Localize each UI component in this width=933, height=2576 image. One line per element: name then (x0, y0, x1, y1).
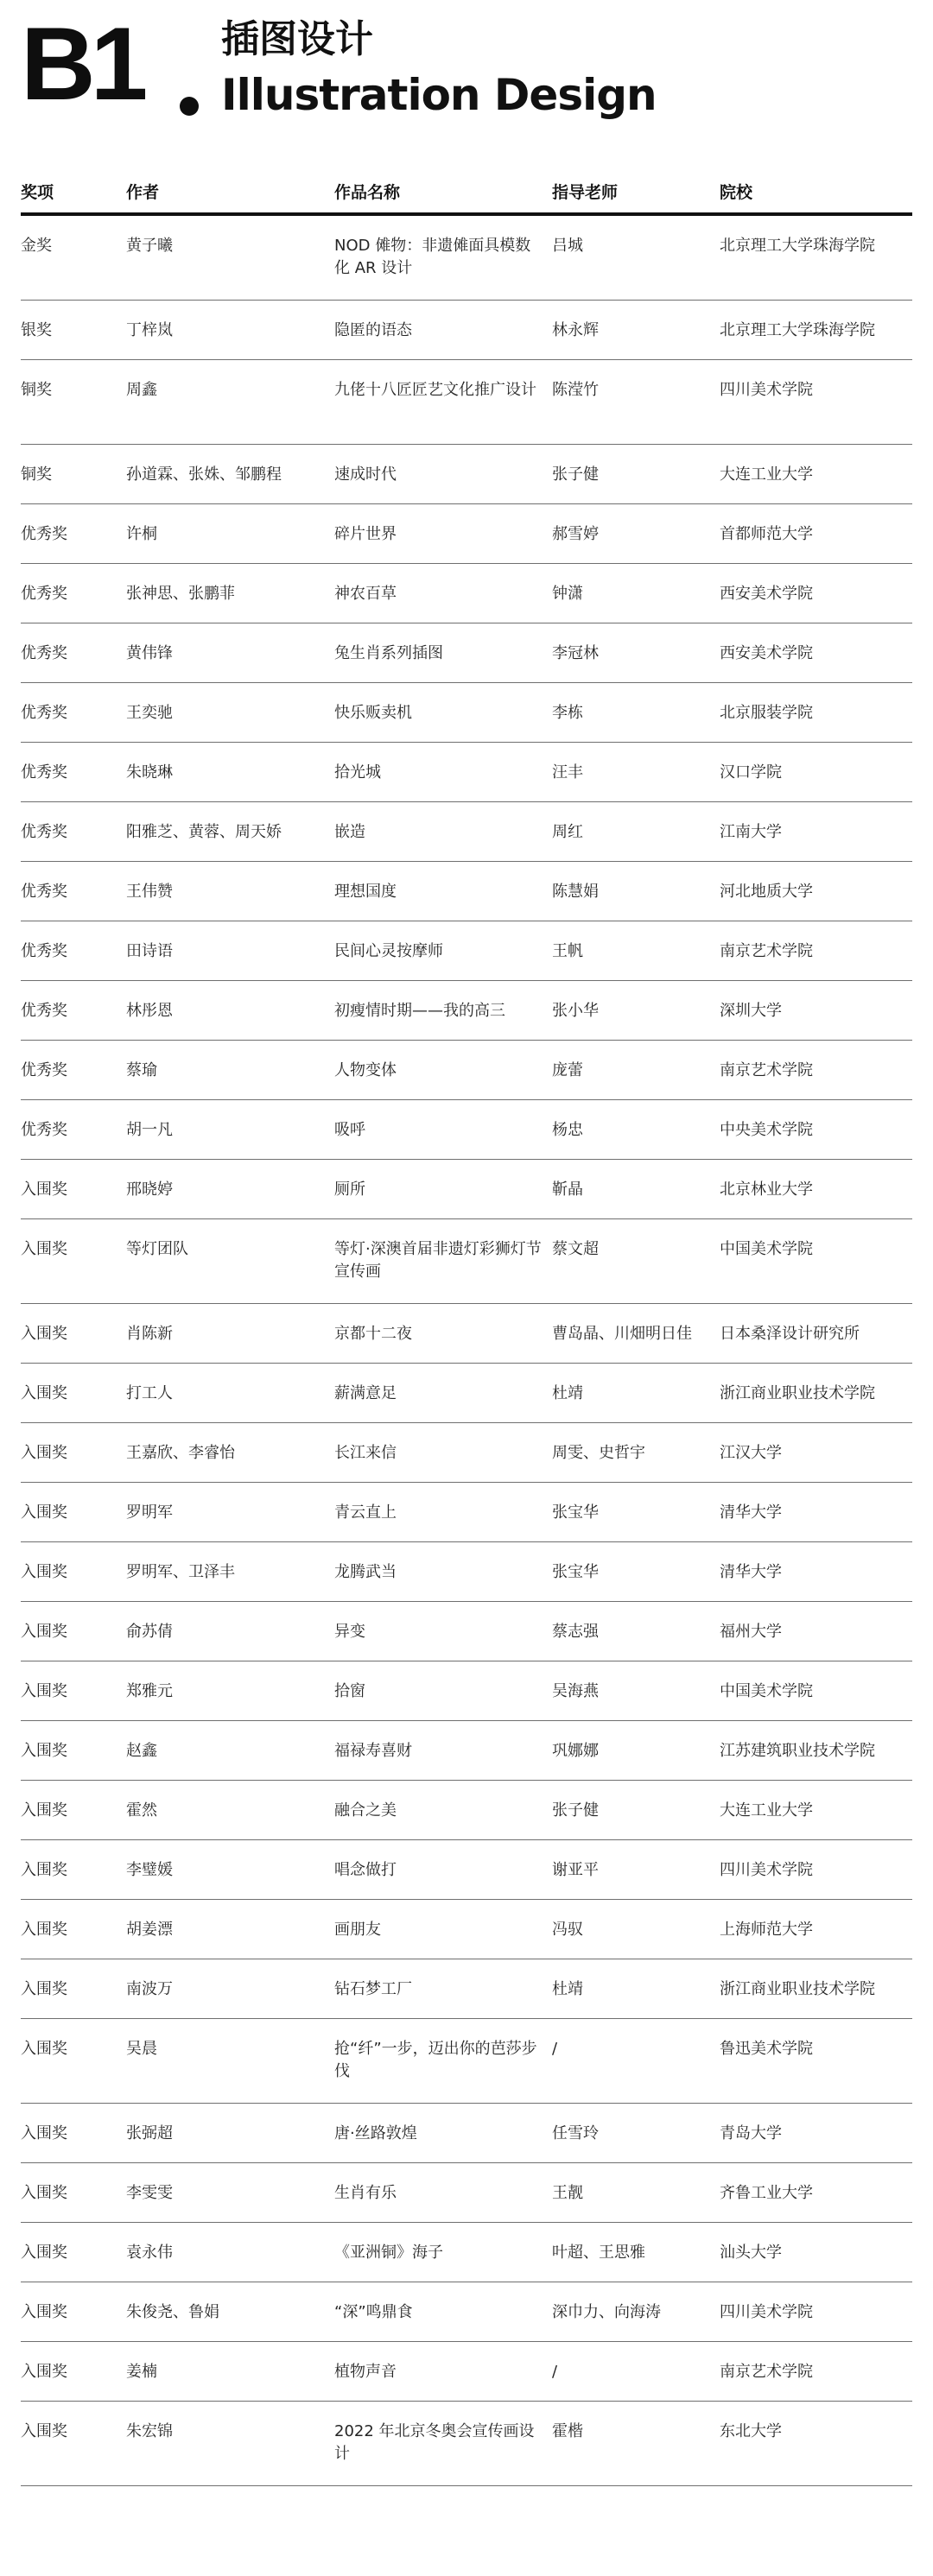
school-cell: 中央美术学院 (720, 1121, 813, 1139)
table-row (21, 2342, 912, 2402)
advisor-cell: 吕城 (552, 237, 583, 255)
work-cell: 九佬十八匠匠艺文化推广设计 (334, 381, 536, 399)
advisor-cell: 任雪玲 (552, 2124, 599, 2142)
author-cell: 许桐 (126, 525, 157, 543)
award-cell: 入围奖 (21, 2040, 67, 2058)
work-cell: 唐·丝路敦煌 (334, 2124, 417, 2142)
author-cell: 蔡瑜 (126, 1061, 157, 1079)
table-row (21, 1840, 912, 1900)
author-cell: 罗明军、卫泽丰 (126, 1563, 235, 1581)
award-cell: 入围奖 (21, 1503, 67, 1522)
award-cell: 入围奖 (21, 1240, 67, 1258)
award-cell: 入围奖 (21, 1384, 67, 1402)
author-cell: 王嘉欣、李睿怡 (126, 1444, 235, 1462)
advisor-cell: 蔡文超 (552, 1240, 599, 1258)
work-cell: 唱念做打 (334, 1861, 397, 1879)
author-cell: 丁梓岚 (126, 321, 173, 339)
table-row (21, 504, 912, 564)
header-advisor: 指导老师 (552, 182, 619, 202)
table-row (21, 1364, 912, 1423)
advisor-cell: 杜靖 (552, 1980, 583, 1998)
advisor-cell: 巩娜娜 (552, 1742, 599, 1760)
advisor-cell: 张子健 (552, 1801, 599, 1820)
table-row (21, 1602, 912, 1661)
work-cell: 青云直上 (334, 1503, 397, 1522)
award-cell: 入围奖 (21, 2303, 67, 2321)
award-cell: 金奖 (21, 237, 52, 255)
author-cell: 打工人 (126, 1384, 173, 1402)
school-cell: 首都师范大学 (720, 525, 813, 543)
author-cell: 孙道霖、张姝、邹鹏程 (126, 465, 282, 484)
advisor-cell: 陈滢竹 (552, 381, 599, 399)
award-cell: 入围奖 (21, 1861, 67, 1879)
school-cell: 日本桑泽设计研究所 (720, 1325, 860, 1343)
award-cell: 入围奖 (21, 2422, 67, 2440)
work-cell: 兔生肖系列插图 (334, 644, 443, 662)
advisor-cell: / (552, 2363, 558, 2381)
award-cell: 入围奖 (21, 1921, 67, 1939)
header-award: 奖项 (21, 182, 54, 202)
advisor-cell: 吴海燕 (552, 1682, 599, 1700)
work-cell: 民间心灵按摩师 (334, 942, 443, 960)
work-cell: 理想国度 (334, 883, 397, 901)
advisor-cell: 周红 (552, 823, 583, 841)
table-row (21, 623, 912, 683)
work-cell: 人物变体 (334, 1061, 397, 1079)
author-cell: 胡姜漂 (126, 1921, 173, 1939)
advisor-cell: 陈慧娟 (552, 883, 599, 901)
work-cell: 吸呼 (334, 1121, 365, 1139)
award-cell: 入围奖 (21, 1742, 67, 1760)
award-cell: 优秀奖 (21, 525, 67, 543)
award-cell: 优秀奖 (21, 585, 67, 603)
work-cell: 初瘦情时期——我的高三 (334, 1002, 505, 1020)
school-cell: 北京理工大学珠海学院 (720, 321, 875, 339)
work-cell: 隐匿的语态 (334, 321, 412, 339)
award-cell: 入围奖 (21, 2363, 67, 2381)
award-cell: 入围奖 (21, 1623, 67, 1641)
page-header (21, 6, 912, 124)
award-cell: 入围奖 (21, 2184, 67, 2202)
award-cell: 入围奖 (21, 1180, 67, 1199)
work-cell: 京都十二夜 (334, 1325, 412, 1343)
advisor-cell: 张宝华 (552, 1563, 599, 1581)
author-cell: 吴晨 (126, 2040, 157, 2058)
table-row (21, 1160, 912, 1219)
section-title-en: Illustration Design (221, 70, 657, 120)
advisor-cell: 霍楷 (552, 2422, 583, 2440)
school-cell: 东北大学 (720, 2422, 782, 2440)
award-cell: 入围奖 (21, 1444, 67, 1462)
award-cell: 入围奖 (21, 1980, 67, 1998)
award-cell: 优秀奖 (21, 1002, 67, 1020)
school-cell: 汕头大学 (720, 2244, 782, 2262)
advisor-cell: 郝雪婷 (552, 525, 599, 543)
author-cell: 王奕驰 (126, 704, 173, 722)
author-cell: 张弼超 (126, 2124, 173, 2142)
work-cell: 薪满意足 (334, 1384, 397, 1402)
school-cell: 浙江商业职业技术学院 (720, 1384, 875, 1402)
work-cell: 福禄寿喜财 (334, 1742, 412, 1760)
table-row (21, 1041, 912, 1100)
author-cell: 李雯雯 (126, 2184, 173, 2202)
advisor-cell: 叶超、王思雅 (552, 2244, 645, 2262)
author-cell: 朱晓琳 (126, 763, 173, 782)
work-cell: 拾窗 (334, 1682, 365, 1700)
award-cell: 银奖 (21, 321, 52, 339)
school-cell: 江汉大学 (720, 1444, 782, 1462)
award-cell: 优秀奖 (21, 1121, 67, 1139)
advisor-cell: 庞蕾 (552, 1061, 583, 1079)
table-row (21, 360, 912, 445)
author-cell: 李璧媛 (126, 1861, 173, 1879)
advisor-cell: 周雯、史哲宇 (552, 1444, 645, 1462)
work-cell: 2022 年北京冬奥会宣传画设计 (334, 2422, 535, 2463)
work-cell: 拾光城 (334, 763, 381, 782)
school-cell: 福州大学 (720, 1623, 782, 1641)
advisor-cell: 蔡志强 (552, 1623, 599, 1641)
table-header (21, 169, 912, 216)
work-cell: 钻石梦工厂 (334, 1980, 412, 1998)
work-cell: 神农百草 (334, 585, 397, 603)
school-cell: 大连工业大学 (720, 1801, 813, 1820)
table-row (21, 1721, 912, 1781)
section-title-cn: 插图设计 (221, 17, 373, 61)
school-cell: 北京理工大学珠海学院 (720, 237, 875, 255)
school-cell: 四川美术学院 (720, 2303, 813, 2321)
award-cell: 优秀奖 (21, 823, 67, 841)
author-cell: 俞苏倩 (126, 1623, 173, 1641)
author-cell: 赵鑫 (126, 1742, 157, 1760)
award-cell: 优秀奖 (21, 883, 67, 901)
work-cell: 植物声音 (334, 2363, 397, 2381)
school-cell: 大连工业大学 (720, 465, 813, 484)
award-cell: 入围奖 (21, 2244, 67, 2262)
author-cell: 朱俊尧、鲁娟 (126, 2303, 219, 2321)
advisor-cell: 冯驭 (552, 1921, 583, 1939)
work-cell: 融合之美 (334, 1801, 397, 1820)
awards-table (21, 169, 912, 2486)
advisor-cell: 靳晶 (552, 1180, 583, 1199)
author-cell: 肖陈新 (126, 1325, 173, 1343)
table-row (21, 862, 912, 921)
work-cell: 长江来信 (334, 1444, 397, 1462)
award-cell: 入围奖 (21, 2124, 67, 2142)
advisor-cell: 钟潇 (552, 585, 583, 603)
author-cell: 王伟赞 (126, 883, 173, 901)
school-cell: 西安美术学院 (720, 644, 813, 662)
school-cell: 清华大学 (720, 1503, 782, 1522)
table-row (21, 1483, 912, 1542)
work-cell: 生肖有乐 (334, 2184, 397, 2202)
school-cell: 南京艺术学院 (720, 1061, 813, 1079)
table-row (21, 216, 912, 301)
table-row (21, 981, 912, 1041)
school-cell: 江苏建筑职业技术学院 (720, 1742, 875, 1760)
table-row (21, 1100, 912, 1160)
work-cell: 异变 (334, 1623, 365, 1641)
school-cell: 四川美术学院 (720, 1861, 813, 1879)
author-cell: 林彤恩 (126, 1002, 173, 1020)
advisor-cell: 李冠林 (552, 644, 599, 662)
school-cell: 北京林业大学 (720, 1180, 813, 1199)
work-cell: 抢“纤”一步，迈出你的芭莎步伐 (334, 2040, 537, 2080)
school-cell: 中国美术学院 (720, 1240, 813, 1258)
award-cell: 入围奖 (21, 1563, 67, 1581)
award-cell: 优秀奖 (21, 1061, 67, 1079)
award-cell: 入围奖 (21, 1325, 67, 1343)
advisor-cell: 深巾力、向海涛 (552, 2303, 661, 2321)
advisor-cell: / (552, 2040, 558, 2058)
school-cell: 河北地质大学 (720, 883, 813, 901)
school-cell: 四川美术学院 (720, 381, 813, 399)
school-cell: 鲁迅美术学院 (720, 2040, 813, 2058)
table-row (21, 2019, 912, 2104)
advisor-cell: 杨忠 (552, 1121, 583, 1139)
work-cell: 画朋友 (334, 1921, 381, 1939)
author-cell: 田诗语 (126, 942, 173, 960)
work-cell: “深”鸣鼎食 (334, 2303, 413, 2321)
table-row (21, 445, 912, 504)
work-cell: 厕所 (334, 1180, 365, 1199)
author-cell: 霍然 (126, 1801, 157, 1820)
advisor-cell: 汪丰 (552, 763, 583, 782)
school-cell: 上海师范大学 (720, 1921, 813, 1939)
work-cell: 速成时代 (334, 465, 397, 484)
table-row (21, 2223, 912, 2282)
advisor-cell: 张小华 (552, 1002, 599, 1020)
award-cell: 入围奖 (21, 1682, 67, 1700)
header-author: 作者 (126, 182, 160, 202)
school-cell: 中国美术学院 (720, 1682, 813, 1700)
school-cell: 南京艺术学院 (720, 2363, 813, 2381)
table-row (21, 921, 912, 981)
school-cell: 汉口学院 (720, 763, 782, 782)
advisor-cell: 杜靖 (552, 1384, 583, 1402)
table-row (21, 1542, 912, 1602)
school-cell: 西安美术学院 (720, 585, 813, 603)
table-row (21, 1423, 912, 1483)
work-cell: 嵌造 (334, 823, 365, 841)
advisor-cell: 曹岛晶、川畑明日佳 (552, 1325, 692, 1343)
header-work: 作品名称 (334, 182, 401, 202)
table-row (21, 2282, 912, 2342)
author-cell: 黄子曦 (126, 237, 173, 255)
work-cell: NOD 傩物：非遗傩面具模数化 AR 设计 (334, 237, 531, 277)
table-row (21, 2163, 912, 2223)
advisor-cell: 林永辉 (552, 321, 599, 339)
author-cell: 周鑫 (126, 381, 157, 399)
author-cell: 等灯团队 (126, 1240, 188, 1258)
advisor-cell: 王靓 (552, 2184, 583, 2202)
award-cell: 铜奖 (21, 465, 52, 484)
author-cell: 罗明军 (126, 1503, 173, 1522)
school-cell: 青岛大学 (720, 2124, 782, 2142)
school-cell: 浙江商业职业技术学院 (720, 1980, 875, 1998)
school-cell: 南京艺术学院 (720, 942, 813, 960)
advisor-cell: 李栋 (552, 704, 583, 722)
work-cell: 《亚洲铜》海子 (334, 2244, 443, 2262)
author-cell: 邢晓婷 (126, 1180, 173, 1199)
author-cell: 胡一凡 (126, 1121, 173, 1139)
author-cell: 南波万 (126, 1980, 173, 1998)
author-cell: 姜楠 (126, 2363, 157, 2381)
author-cell: 郑雅元 (126, 1682, 173, 1700)
work-cell: 快乐贩卖机 (334, 704, 412, 722)
advisor-cell: 谢亚平 (552, 1861, 599, 1879)
award-cell: 优秀奖 (21, 942, 67, 960)
school-cell: 北京服装学院 (720, 704, 813, 722)
award-cell: 优秀奖 (21, 644, 67, 662)
section-dot (180, 97, 199, 116)
author-cell: 阳雅芝、黄蓉、周天娇 (126, 823, 282, 841)
table-row (21, 1661, 912, 1721)
section-code: B1 (21, 6, 143, 122)
work-cell: 等灯·深澳首届非遗灯彩狮灯节宣传画 (334, 1240, 542, 1281)
table-row (21, 1959, 912, 2019)
table-row (21, 564, 912, 623)
work-cell: 龙腾武当 (334, 1563, 397, 1581)
table-row (21, 802, 912, 862)
table-row (21, 1304, 912, 1364)
award-cell: 优秀奖 (21, 763, 67, 782)
table-row (21, 301, 912, 360)
advisor-cell: 张子健 (552, 465, 599, 484)
award-cell: 铜奖 (21, 381, 52, 399)
author-cell: 张神思、张鹏菲 (126, 585, 235, 603)
table-body (21, 216, 912, 2486)
advisor-cell: 张宝华 (552, 1503, 599, 1522)
table-row (21, 1781, 912, 1840)
table-row (21, 1219, 912, 1304)
table-row (21, 2402, 912, 2486)
header-school: 院校 (720, 182, 753, 202)
table-row (21, 683, 912, 743)
author-cell: 朱宏锦 (126, 2422, 173, 2440)
work-cell: 碎片世界 (334, 525, 397, 543)
school-cell: 深圳大学 (720, 1002, 782, 1020)
table-row (21, 1900, 912, 1959)
author-cell: 袁永伟 (126, 2244, 173, 2262)
school-cell: 江南大学 (720, 823, 782, 841)
advisor-cell: 王帆 (552, 942, 583, 960)
award-cell: 入围奖 (21, 1801, 67, 1820)
school-cell: 清华大学 (720, 1563, 782, 1581)
award-cell: 优秀奖 (21, 704, 67, 722)
table-row (21, 743, 912, 802)
author-cell: 黄伟锋 (126, 644, 173, 662)
school-cell: 齐鲁工业大学 (720, 2184, 813, 2202)
table-row (21, 2104, 912, 2163)
